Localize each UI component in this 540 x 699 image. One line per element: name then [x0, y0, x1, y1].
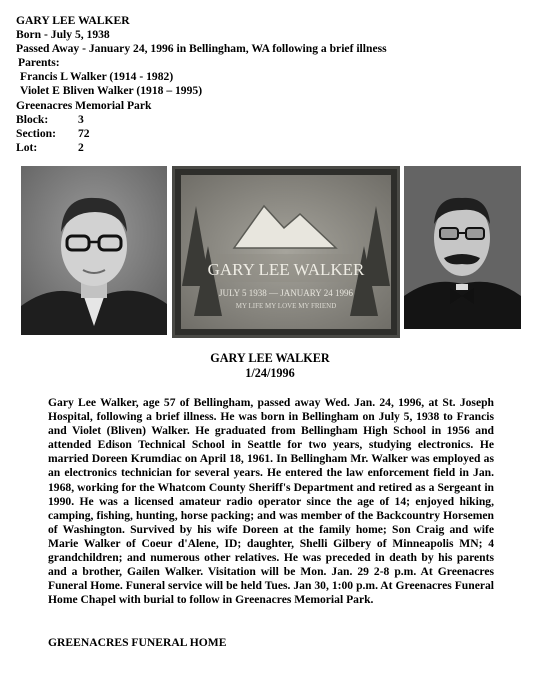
- headstone-name: GARY LEE WALKER: [207, 260, 365, 279]
- header-born: Born - July 5, 1938: [16, 28, 110, 42]
- section-value: 72: [78, 126, 90, 140]
- header-passed: Passed Away - January 24, 1996 in Bellingham, WA following a brief illness: [16, 42, 387, 56]
- header-lot: [16, 141, 387, 155]
- headstone-photo: [172, 166, 400, 338]
- header-parent-mother: Violet E Bliven Walker (1918 – 1995): [20, 84, 203, 98]
- block-value: 3: [78, 112, 84, 126]
- portrait-photo-older: [404, 166, 521, 329]
- header-parent-father: Francis L Walker (1914 - 1982): [20, 70, 174, 84]
- obituary-body: Gary Lee Walker, age 57 of Bellingham, passed away Wed. Jan. 24, 1996, at St. Joseph Hospital, following a brief illness. He was born in Bellingham on July 5, 1938 to Francis and Violet (Bliven) Walker. He graduated from Bellingham High School in 1956 and attended Edison Technical School in Seattle for two years, studying electronics. He married Doreen Krumdiac on April 18, 1961. In Bellingham Mr. Walker was employed as an electronics technician for several years. He entered the law enforcement field in Jan. 1968, working for the Whatcom County Sheriff's Department and retired as a Sergeant in 1990. He was a licensed amateur radio operator since the age of 14; enjoyed hiking, camping, fishing, hunting, horse packing; and was member of the Backcountry Horsemen of Washington. Survived by his wife Doreen at the family home; Son Craig and wife Marie Walker of Coeur d'Alene, ID; daughter, Shelli Gilbery of Minneapolis MN; 4 grandchildren; and numerous other relatives. He was preceded in death by his parents and a brother, Gailen Walker. Visitation will be Mon. Jan. 29 2-8 p.m. At Greenacres Funeral Home. Funeral service will be held Tues. Jan 30, 1:00 p.m. At Greenacres Funeral Home Chapel with burial to follow in Greenacres Memorial Park.: [48, 396, 494, 607]
- obituary-title: GARY LEE WALKER: [210, 351, 330, 365]
- header-info: [16, 14, 387, 155]
- headstone-dates: JULY 5 1938 — JANUARY 24 1996: [219, 288, 353, 298]
- lot-label: Lot:: [16, 140, 38, 154]
- obituary-date: 1/24/1996: [245, 366, 295, 380]
- block-label: Block:: [16, 112, 49, 126]
- header-block: [16, 113, 387, 127]
- header-cemetery: Greenacres Memorial Park: [16, 98, 152, 112]
- header-parents-label: Parents:: [18, 56, 60, 70]
- header-section: [16, 127, 387, 141]
- lot-value: 2: [78, 140, 84, 154]
- headstone-epitaph: MY LIFE MY LOVE MY FRIEND: [235, 302, 337, 310]
- obituary-signature: GREENACRES FUNERAL HOME: [48, 636, 227, 649]
- header-name: GARY LEE WALKER: [16, 14, 130, 27]
- portrait-photo-young: [21, 166, 167, 335]
- section-label: Section:: [16, 126, 56, 140]
